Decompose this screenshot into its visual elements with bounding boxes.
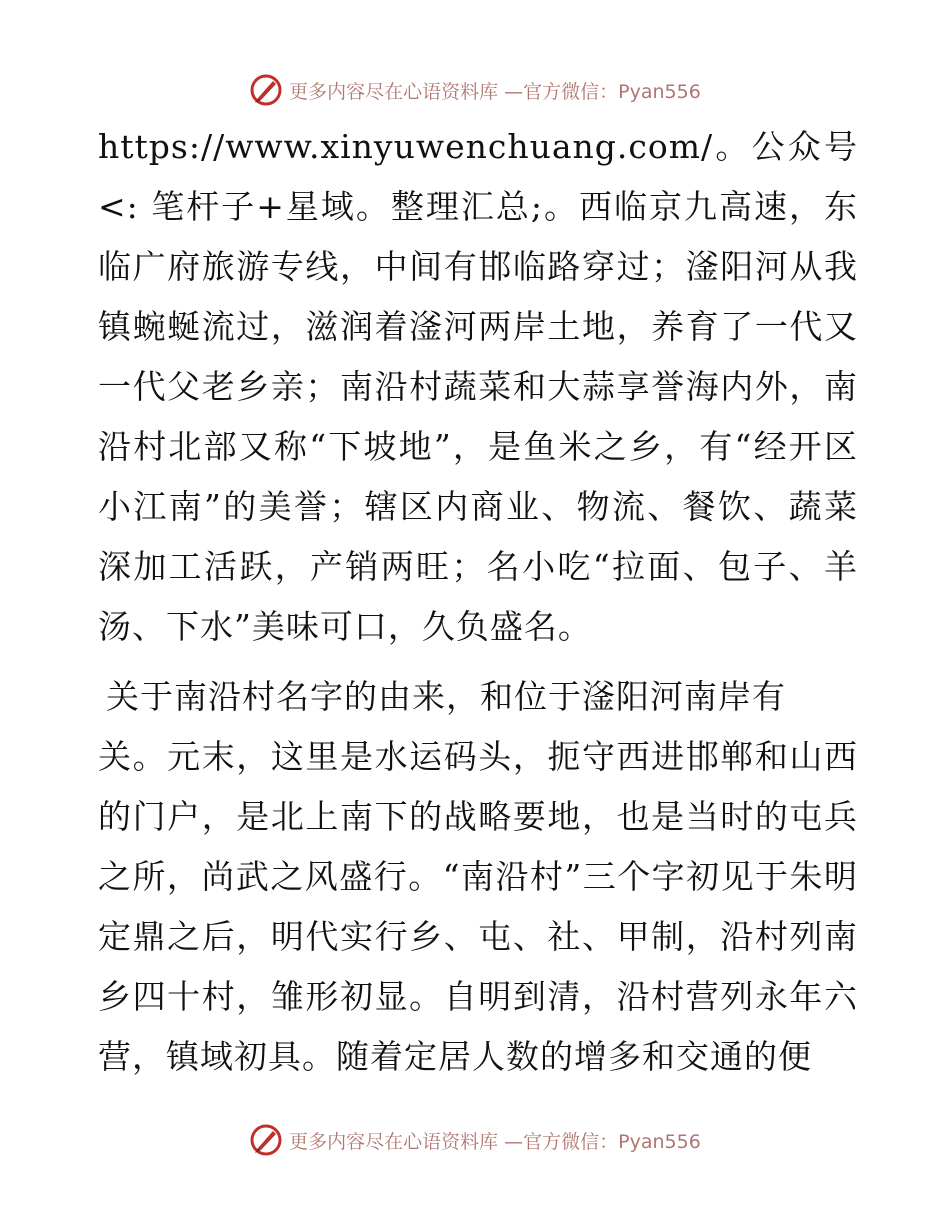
header-subtitle: —官方微信：Pyan556: [504, 80, 701, 103]
document-body: [98, 117, 858, 1087]
quill-pen-circle-icon: [249, 1123, 283, 1157]
footer-title: 更多内容尽在心语资料库: [289, 1130, 499, 1153]
quill-pen-circle-icon: [249, 73, 283, 107]
paragraph-2-first-line: 关于南沿村名字的由来，和位于滏阳河南岸有: [106, 677, 786, 716]
paragraph-2-rest: 关。元末，这里是水运码头，扼守西进邯郸和山西的门户，是北上南下的战略要地，也是当时的屯兵之所，尚武之风盛行。“南沿村”三个字初见于朱明定鼎之后，明代实行乡、屯、社、甲制，沿村列南乡四十村，雏形初显。自明到清，沿村营列永年六营，镇域初具。随着定居人数的增多和交通的便: [98, 737, 858, 1076]
header-watermark: [0, 70, 950, 110]
paragraph-2: [98, 667, 858, 1087]
header-title: 更多内容尽在心语资料库: [289, 80, 499, 103]
paragraph-1: https://www.xinyuwenchuang.com/。公众号<: 笔杆子+星域。整理汇总;。西临京九高速，东临广府旅游专线，中间有邯临路穿过；滏阳河从我镇蜿蜒流过，滋润着滏河两岸土地，养育了一代又一代父老乡亲；南沿村蔬菜和大蒜享誉海内外，南沿村北部又称“下坡地”，是鱼米之乡，有“经开区小江南”的美誉；辖区内商业、物流、餐饮、蔬菜深加工活跃，产销两旺；名小吃“拉面、包子、羊汤、下水”美味可口，久负盛名。: [98, 127, 858, 646]
footer-watermark: [0, 1120, 950, 1160]
footer-subtitle: —官方微信：Pyan556: [504, 1130, 701, 1153]
